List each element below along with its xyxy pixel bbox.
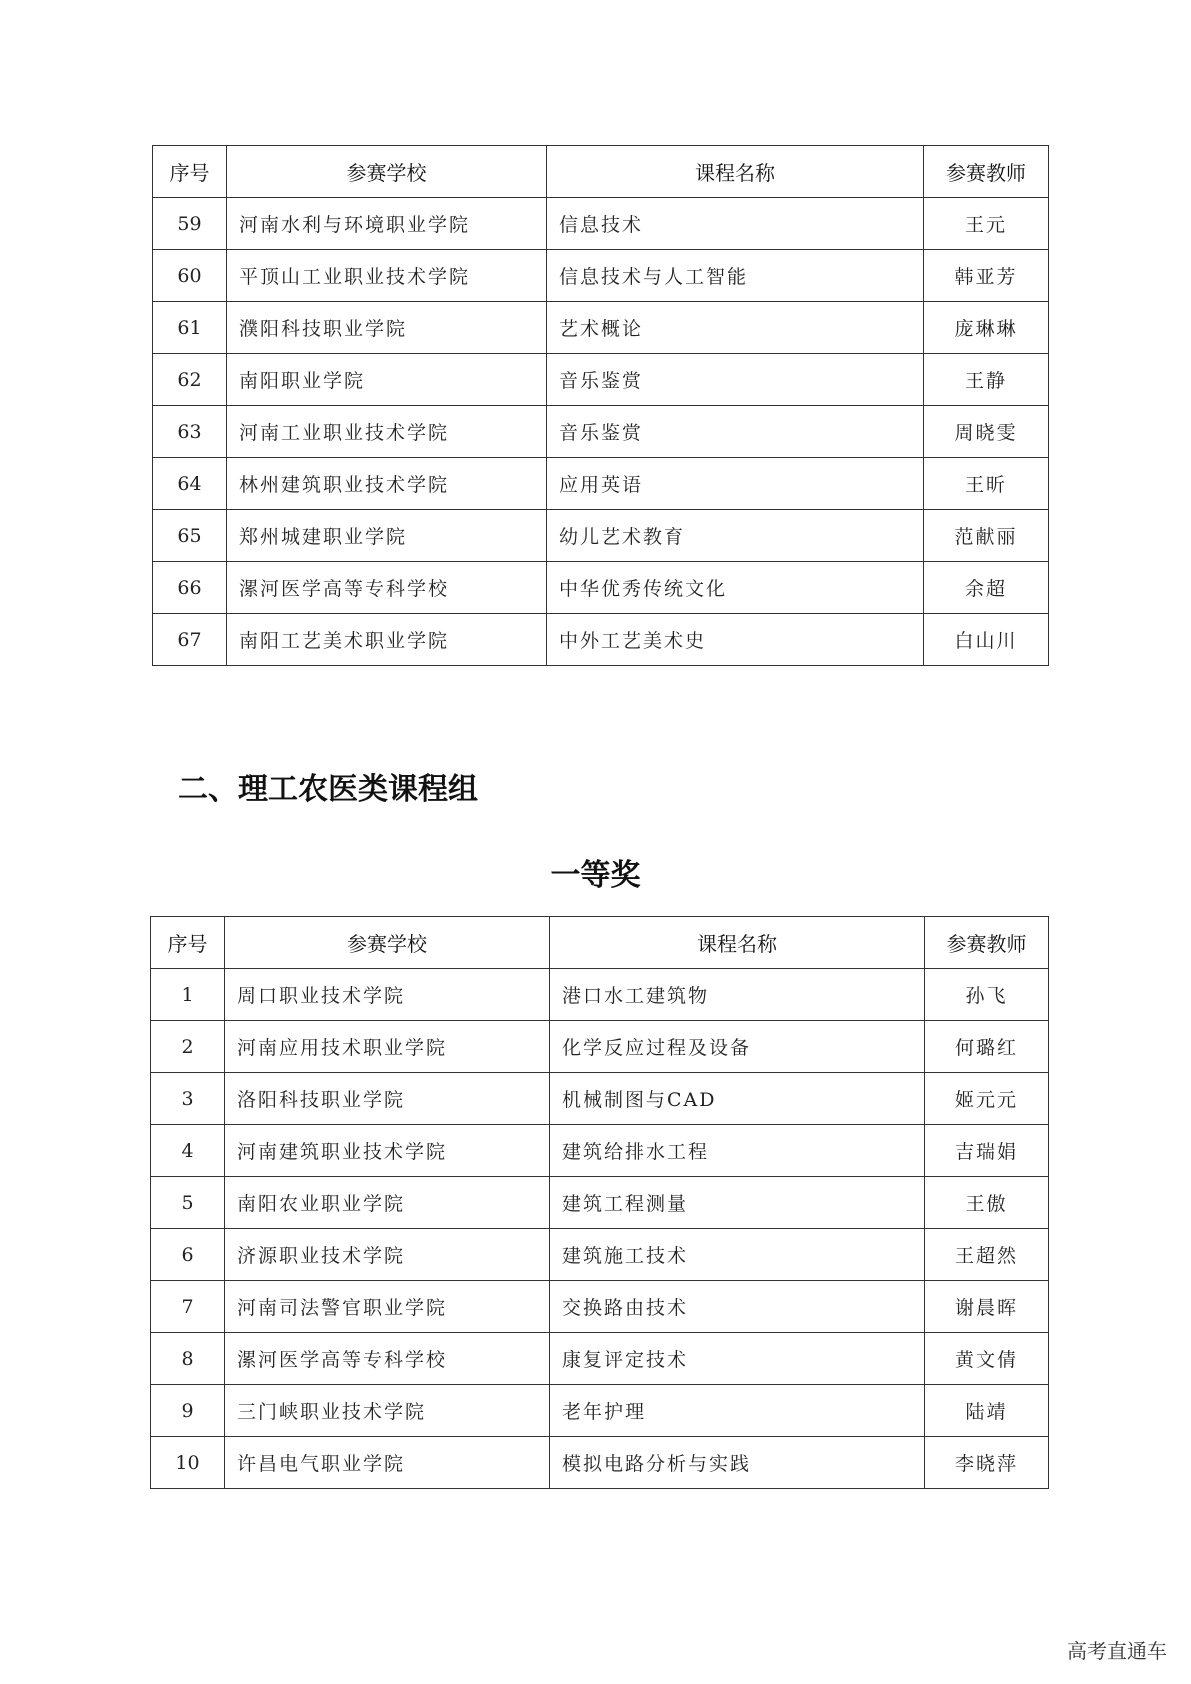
teacher-cell: 韩亚芳: [924, 250, 1049, 302]
header-teacher: 参赛教师: [925, 917, 1049, 969]
school-cell: 许昌电气职业学院: [225, 1437, 550, 1489]
teacher-cell: 周晓雯: [924, 406, 1049, 458]
table-row: [151, 1177, 1049, 1229]
table-row: [151, 1021, 1049, 1073]
teacher-cell: 孙飞: [925, 969, 1049, 1021]
row-number: 63: [153, 406, 227, 458]
table-row: [151, 1229, 1049, 1281]
row-number: 8: [151, 1333, 225, 1385]
table-header-row: [153, 146, 1049, 198]
teacher-cell: 白山川: [924, 614, 1049, 666]
course-cell: 艺术概论: [547, 302, 924, 354]
course-cell: 老年护理: [550, 1385, 925, 1437]
school-cell: 洛阳科技职业学院: [225, 1073, 550, 1125]
row-number: 4: [151, 1125, 225, 1177]
table-row: [153, 614, 1049, 666]
table-row: [151, 1333, 1049, 1385]
course-cell: 音乐鉴赏: [547, 406, 924, 458]
watermark: 高考直通车: [1067, 1639, 1167, 1663]
school-cell: 林州建筑职业技术学院: [227, 458, 547, 510]
row-number: 10: [151, 1437, 225, 1489]
row-number: 5: [151, 1177, 225, 1229]
teacher-cell: 吉瑞娟: [925, 1125, 1049, 1177]
teacher-cell: 陆靖: [925, 1385, 1049, 1437]
table-row: [153, 354, 1049, 406]
course-cell: 信息技术: [547, 198, 924, 250]
school-cell: 河南司法警官职业学院: [225, 1281, 550, 1333]
section-heading: 二、理工农医类课程组: [178, 772, 478, 807]
table-header-row: [151, 917, 1049, 969]
teacher-cell: 余超: [924, 562, 1049, 614]
award-table-first-prize: [150, 916, 1049, 1489]
school-cell: 济源职业技术学院: [225, 1229, 550, 1281]
course-cell: 建筑工程测量: [550, 1177, 925, 1229]
table-row: [153, 458, 1049, 510]
course-cell: 建筑施工技术: [550, 1229, 925, 1281]
course-cell: 中华优秀传统文化: [547, 562, 924, 614]
table-row: [153, 302, 1049, 354]
table-row: [151, 1385, 1049, 1437]
course-cell: 机械制图与CAD: [550, 1073, 925, 1125]
table-row: [151, 1073, 1049, 1125]
header-teacher: 参赛教师: [924, 146, 1049, 198]
row-number: 62: [153, 354, 227, 406]
award-title: 一等奖: [550, 858, 641, 893]
course-cell: 幼儿艺术教育: [547, 510, 924, 562]
row-number: 59: [153, 198, 227, 250]
course-cell: 信息技术与人工智能: [547, 250, 924, 302]
row-number: 3: [151, 1073, 225, 1125]
course-cell: 建筑给排水工程: [550, 1125, 925, 1177]
course-cell: 应用英语: [547, 458, 924, 510]
school-cell: 河南水利与环境职业学院: [227, 198, 547, 250]
school-cell: 南阳工艺美术职业学院: [227, 614, 547, 666]
table-row: [151, 1125, 1049, 1177]
header-number: 序号: [151, 917, 225, 969]
table-row: [153, 406, 1049, 458]
row-number: 9: [151, 1385, 225, 1437]
school-cell: 漯河医学高等专科学校: [227, 562, 547, 614]
course-cell: 康复评定技术: [550, 1333, 925, 1385]
header-school: 参赛学校: [227, 146, 547, 198]
row-number: 66: [153, 562, 227, 614]
row-number: 67: [153, 614, 227, 666]
course-cell: 港口水工建筑物: [550, 969, 925, 1021]
teacher-cell: 姬元元: [925, 1073, 1049, 1125]
teacher-cell: 王傲: [925, 1177, 1049, 1229]
teacher-cell: 李晓萍: [925, 1437, 1049, 1489]
teacher-cell: 庞琳琳: [924, 302, 1049, 354]
teacher-cell: 何璐红: [925, 1021, 1049, 1073]
teacher-cell: 王元: [924, 198, 1049, 250]
course-cell: 模拟电路分析与实践: [550, 1437, 925, 1489]
table-row: [151, 1281, 1049, 1333]
school-cell: 漯河医学高等专科学校: [225, 1333, 550, 1385]
school-cell: 河南工业职业技术学院: [227, 406, 547, 458]
table-row: [153, 562, 1049, 614]
header-school: 参赛学校: [225, 917, 550, 969]
header-course: 课程名称: [547, 146, 924, 198]
row-number: 60: [153, 250, 227, 302]
course-cell: 交换路由技术: [550, 1281, 925, 1333]
school-cell: 周口职业技术学院: [225, 969, 550, 1021]
school-cell: 平顶山工业职业技术学院: [227, 250, 547, 302]
school-cell: 河南建筑职业技术学院: [225, 1125, 550, 1177]
school-cell: 河南应用技术职业学院: [225, 1021, 550, 1073]
teacher-cell: 黄文倩: [925, 1333, 1049, 1385]
school-cell: 三门峡职业技术学院: [225, 1385, 550, 1437]
row-number: 61: [153, 302, 227, 354]
header-course: 课程名称: [550, 917, 925, 969]
row-number: 7: [151, 1281, 225, 1333]
teacher-cell: 王昕: [924, 458, 1049, 510]
row-number: 1: [151, 969, 225, 1021]
teacher-cell: 王超然: [925, 1229, 1049, 1281]
school-cell: 南阳农业职业学院: [225, 1177, 550, 1229]
row-number: 65: [153, 510, 227, 562]
teacher-cell: 谢晨晖: [925, 1281, 1049, 1333]
course-cell: 化学反应过程及设备: [550, 1021, 925, 1073]
header-number: 序号: [153, 146, 227, 198]
row-number: 2: [151, 1021, 225, 1073]
row-number: 6: [151, 1229, 225, 1281]
school-cell: 南阳职业学院: [227, 354, 547, 406]
table-row: [153, 510, 1049, 562]
course-cell: 中外工艺美术史: [547, 614, 924, 666]
table-row: [153, 250, 1049, 302]
award-table-continued: [152, 145, 1049, 666]
table-row: [153, 198, 1049, 250]
school-cell: 郑州城建职业学院: [227, 510, 547, 562]
school-cell: 濮阳科技职业学院: [227, 302, 547, 354]
teacher-cell: 范献丽: [924, 510, 1049, 562]
table-row: [151, 969, 1049, 1021]
table-row: [151, 1437, 1049, 1489]
teacher-cell: 王静: [924, 354, 1049, 406]
row-number: 64: [153, 458, 227, 510]
course-cell: 音乐鉴赏: [547, 354, 924, 406]
